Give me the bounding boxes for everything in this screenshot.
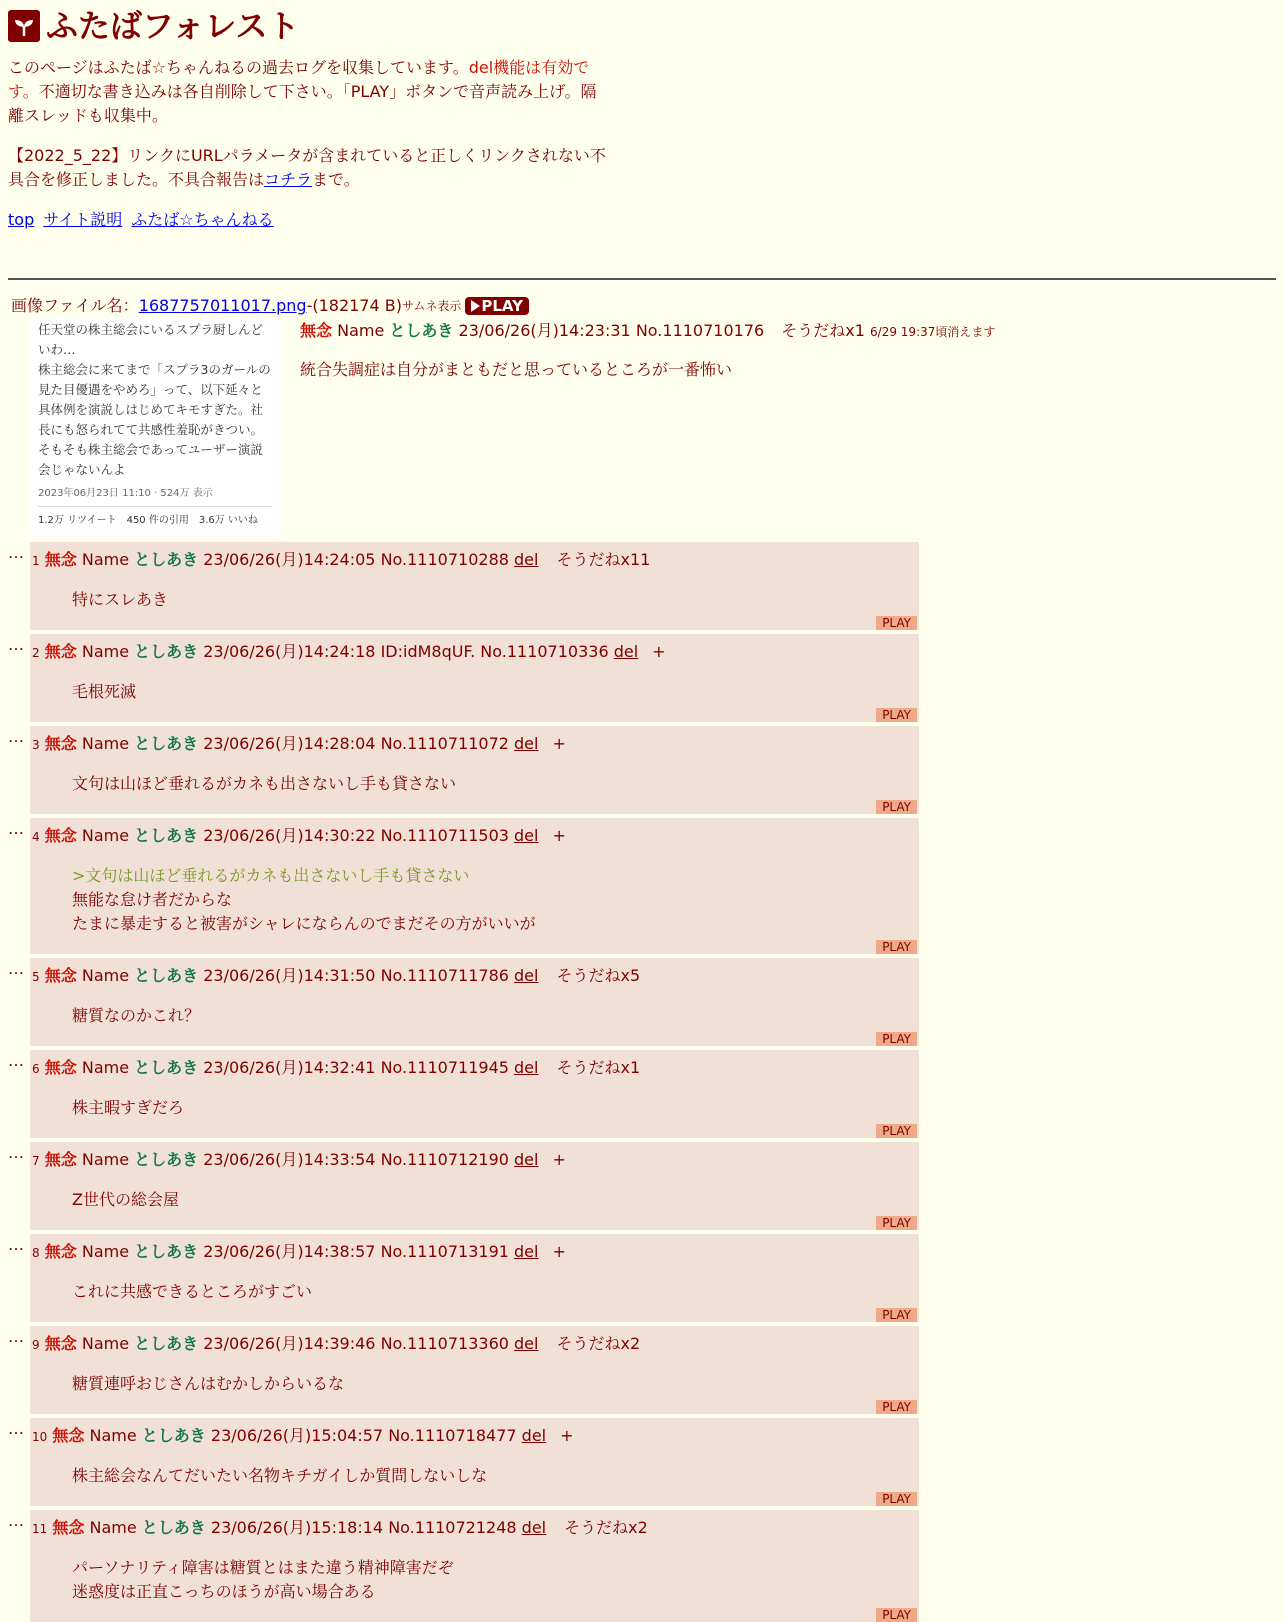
reply <box>30 634 919 722</box>
reply-menu-icon[interactable]: … <box>8 1511 24 1530</box>
nav-futaba-link[interactable]: ふたば☆ちゃんねる <box>131 210 274 229</box>
reply-post-number: No.1110710288 <box>380 550 509 569</box>
reply-header <box>32 732 919 757</box>
reply <box>30 1326 919 1414</box>
reply-date: 23/06/26(月)14:38:57 <box>203 1242 376 1261</box>
reply-header <box>32 1424 919 1449</box>
reply-date: 23/06/26(月)14:39:46 <box>203 1334 376 1353</box>
file-info <box>8 294 1276 318</box>
reply-date: 23/06/26(月)14:33:54 <box>203 1150 376 1169</box>
reply-date: 23/06/26(月)15:04:57 <box>210 1426 384 1445</box>
reply-play-button[interactable]: PLAY <box>876 1400 917 1414</box>
reply-post-number: No.1110713360 <box>380 1334 509 1353</box>
intro-text: このページはふたば☆ちゃんねるの過去ログを収集しています。 <box>8 58 469 77</box>
reply-name-label: Name <box>89 1426 137 1445</box>
reply-title: 無念 <box>44 1334 77 1353</box>
reply-menu-icon[interactable]: … <box>8 543 24 562</box>
sodane-button[interactable]: + <box>552 734 566 753</box>
op-play-button[interactable] <box>465 297 529 315</box>
reply-text <box>72 1464 919 1488</box>
reply-post-number: No.1110713191 <box>380 1242 509 1261</box>
reply-row <box>8 1510 1276 1622</box>
thumb-toggle[interactable]: サムネ表示 <box>401 299 462 313</box>
op-name: としあき <box>389 321 454 340</box>
reply-line: 特にスレあき <box>72 590 169 609</box>
reply-row <box>8 634 1276 722</box>
reply-number: 6 <box>32 1062 40 1076</box>
reply-line: パーソナリティ障害は糖質とはまた違う精神障害だぞ <box>72 1558 454 1577</box>
reply-header <box>32 1516 919 1541</box>
file-label: 画像ファイル名： <box>11 296 139 315</box>
reply-play-button[interactable]: PLAY <box>876 1032 917 1046</box>
nav-links <box>8 208 1276 232</box>
intro-text-2: 不適切な書き込みは各自削除して下さい。「PLAY」ボタンで音声読み上げ。隔離スレッドも収集中。 <box>8 82 597 125</box>
reply-number: 10 <box>32 1430 48 1444</box>
reply-line: 糖質なのかこれ？ <box>72 1006 201 1025</box>
reply-name-label: Name <box>81 826 130 845</box>
reply-text <box>72 1004 919 1028</box>
reply-row <box>8 542 1276 630</box>
op-name-label: Name <box>337 321 385 340</box>
reply <box>30 1510 919 1622</box>
reply-name: としあき <box>134 642 199 661</box>
sodane-button[interactable]: + <box>552 1150 566 1169</box>
reply-number: 2 <box>32 646 40 660</box>
site-header <box>8 4 1276 48</box>
reply-menu-icon[interactable]: … <box>8 727 24 746</box>
op-sodane[interactable]: そうだねx1 <box>781 321 865 340</box>
reply-name-label: Name <box>81 734 130 753</box>
reply-header <box>32 1332 919 1357</box>
reply-name-label: Name <box>81 1150 130 1169</box>
reply <box>30 1234 919 1322</box>
quote-line: >文句は山ほど垂れるがカネも出さないし手も貸さない <box>72 866 470 885</box>
reply-title: 無念 <box>44 1242 77 1261</box>
reply-row <box>8 1234 1276 1322</box>
reply-line: これに共感できるところがすごい <box>72 1282 313 1301</box>
reply-name-label: Name <box>81 966 130 985</box>
reply-menu-icon[interactable]: … <box>8 1235 24 1254</box>
reply-name: としあき <box>141 1518 206 1537</box>
reply-number: 7 <box>32 1154 40 1168</box>
reply-title: 無念 <box>52 1426 85 1445</box>
reply <box>30 958 919 1046</box>
reply-line: たまに暴走すると被害がシャレにならんのでまだその方がいいが <box>72 914 536 933</box>
reply-row <box>8 1050 1276 1138</box>
nav-about-link[interactable]: サイト説明 <box>43 210 123 229</box>
reply-name: としあき <box>141 1426 206 1445</box>
reply-name: としあき <box>134 734 199 753</box>
reply-post-number: No.1110711945 <box>380 1058 509 1077</box>
reply-play-button[interactable]: PLAY <box>876 940 917 954</box>
notice-text: 【2022_5_22】リンクにURLパラメータが含まれていると正しくリンクされない不具合を修正しました。不具合報告は <box>8 146 606 189</box>
reply-text <box>72 1096 919 1120</box>
reply-menu-icon[interactable]: … <box>8 1419 24 1438</box>
thumb-line-2: 株主総会に来てまで「スプラ3のガールの見た目優遇をやめろ」って、以下延々と具体例を演説しはじめてキモすぎた。社長にも怒られてて共感性羞恥がきつい。そもそも株主総会であってユーザー演説会じゃないんよ <box>38 362 271 477</box>
reply-name: としあき <box>134 1242 199 1261</box>
site-title: ふたばフォレスト <box>46 7 300 45</box>
reply-title: 無念 <box>52 1518 85 1537</box>
reply-post-number: No.1110711503 <box>380 826 509 845</box>
del-link[interactable]: del <box>514 1242 539 1261</box>
reply-name: としあき <box>134 1150 199 1169</box>
reply-title: 無念 <box>44 642 77 661</box>
sodane-button[interactable]: + <box>552 826 566 845</box>
reply-date: 23/06/26(月)14:24:05 <box>203 550 376 569</box>
reply-name-label: Name <box>81 1334 130 1353</box>
reply-post-number: No.1110710336 <box>480 642 609 661</box>
reply-text <box>72 680 919 704</box>
reply-line: 毛根死滅 <box>72 682 137 701</box>
site-intro <box>8 56 608 128</box>
reply-text <box>72 1280 919 1304</box>
reply-row <box>8 1418 1276 1506</box>
reply-line: 無能な怠け者だからな <box>72 890 233 909</box>
reply-number: 8 <box>32 1246 40 1260</box>
reply-play-button[interactable]: PLAY <box>876 800 917 814</box>
reply-menu-icon[interactable]: … <box>8 1327 24 1346</box>
update-notice <box>8 144 608 192</box>
reply-row <box>8 958 1276 1046</box>
notice-end: まで。 <box>312 170 360 189</box>
reply-text <box>72 772 919 796</box>
reply-line: 糖質連呼おじさんはむかしからいるな <box>72 1374 345 1393</box>
reply-text <box>72 864 919 936</box>
reply-row <box>8 1326 1276 1414</box>
reply-number: 5 <box>32 970 40 984</box>
reply-title: 無念 <box>44 1150 77 1169</box>
op-text: 統合失調症は自分がまともだと思っているところが一番怖い <box>300 360 733 379</box>
op-post <box>8 318 1276 538</box>
del-link[interactable]: del <box>514 826 539 845</box>
reply-line: 迷惑度は正直こっちのほうが高い場合ある <box>72 1582 376 1601</box>
reply-header <box>32 640 919 665</box>
reply-title: 無念 <box>44 550 77 569</box>
reply-row <box>8 726 1276 814</box>
op-date: 23/06/26(月)14:23:31 <box>458 321 631 340</box>
reply-menu-icon[interactable]: … <box>8 635 24 654</box>
file-size: -(182174 B) <box>306 296 402 315</box>
reply-post-number: No.1110712190 <box>380 1150 509 1169</box>
reply-date: 23/06/26(月)14:32:41 <box>203 1058 376 1077</box>
reply-play-button[interactable]: PLAY <box>876 1308 917 1322</box>
play-icon <box>469 299 481 313</box>
reply-name-label: Name <box>81 642 130 661</box>
reply-header <box>32 1056 919 1081</box>
reply-title: 無念 <box>44 826 77 845</box>
reply-header <box>32 964 919 989</box>
reply-post-number: No.1110721248 <box>388 1518 517 1537</box>
del-link[interactable]: del <box>514 734 539 753</box>
reply-play-button[interactable]: PLAY <box>876 708 917 722</box>
del-link[interactable]: del <box>514 1058 539 1077</box>
op-expire: 6/29 19:37頃消えます <box>870 325 996 339</box>
reply-text <box>72 1188 919 1212</box>
thumb-stats: 1.2万 リツイート 450 件の引用 3.6万 いいね <box>38 515 258 526</box>
sodane-button[interactable]: そうだねx2 <box>556 1334 641 1353</box>
reply-menu-icon[interactable]: … <box>8 1051 24 1070</box>
reply-play-button[interactable]: PLAY <box>876 616 917 630</box>
sodane-button[interactable]: + <box>552 1242 566 1261</box>
sodane-button[interactable]: そうだねx5 <box>556 966 641 985</box>
sodane-button[interactable]: そうだねx2 <box>564 1518 648 1537</box>
reply-date: 23/06/26(月)15:18:14 <box>210 1518 384 1537</box>
sodane-button[interactable]: + <box>560 1426 574 1445</box>
reply-date: 23/06/26(月)14:28:04 <box>203 734 376 753</box>
op-thumbnail[interactable] <box>30 318 280 538</box>
reply <box>30 1050 919 1138</box>
reply-name: としあき <box>134 1058 199 1077</box>
reply-line: 株主暇すぎだろ <box>72 1098 185 1117</box>
reply-play-button[interactable]: PLAY <box>876 1124 917 1138</box>
reply-name-label: Name <box>81 550 130 569</box>
reply-title: 無念 <box>44 734 77 753</box>
reply-name-label: Name <box>81 1242 130 1261</box>
del-link[interactable]: del <box>613 642 639 661</box>
reply <box>30 818 919 954</box>
reply-number: 3 <box>32 738 40 752</box>
reply-row <box>8 818 1276 954</box>
op-title: 無念 <box>300 321 333 340</box>
reply-play-button[interactable]: PLAY <box>876 1492 917 1506</box>
sodane-button[interactable]: + <box>652 642 666 661</box>
reply-row <box>8 1142 1276 1230</box>
reply-menu-icon[interactable]: … <box>8 1143 24 1162</box>
op-header <box>300 319 995 344</box>
nav-top-link[interactable]: top <box>8 210 35 229</box>
reply-name: としあき <box>134 966 199 985</box>
reply <box>30 1142 919 1230</box>
reply-text <box>72 1372 919 1396</box>
reply-title: 無念 <box>44 1058 77 1077</box>
sprout-logo-icon <box>8 10 40 42</box>
op-play-label: PLAY <box>481 297 523 315</box>
bug-report-link[interactable]: コチラ <box>264 170 313 189</box>
reply-number: 4 <box>32 830 40 844</box>
op-number: No.1110710176 <box>635 321 765 340</box>
reply-number: 9 <box>32 1338 40 1352</box>
reply <box>30 726 919 814</box>
reply-line: Z世代の総会屋 <box>72 1190 179 1209</box>
reply-name-label: Name <box>89 1518 137 1537</box>
del-link[interactable]: del <box>514 1334 539 1353</box>
file-name-link[interactable]: 1687757011017.png <box>138 296 307 315</box>
del-link[interactable]: del <box>521 1426 547 1445</box>
divider <box>8 278 1276 280</box>
intro-del-notice: del機能は有効です。 <box>8 58 590 101</box>
reply-text <box>72 588 919 612</box>
del-link[interactable]: del <box>514 550 539 569</box>
reply-date: 23/06/26(月)14:31:50 <box>203 966 376 985</box>
reply-name: としあき <box>134 826 199 845</box>
reply-title: 無念 <box>44 966 77 985</box>
reply-play-button[interactable]: PLAY <box>876 1608 917 1622</box>
reply-post-number: No.1110718477 <box>388 1426 517 1445</box>
del-link[interactable]: del <box>514 966 539 985</box>
reply-post-number: No.1110711072 <box>380 734 509 753</box>
reply-name-label: Name <box>81 1058 130 1077</box>
reply-name: としあき <box>134 1334 199 1353</box>
reply-line: 文句は山ほど垂れるがカネも出さないし手も貸さない <box>72 774 457 793</box>
reply-header <box>32 1148 919 1173</box>
reply-number: 11 <box>32 1522 48 1536</box>
reply-list <box>8 542 1276 1622</box>
reply-date: 23/06/26(月)14:30:22 <box>203 826 376 845</box>
thumb-line-1: 任天堂の株主総会にいるスプラ厨しんどいわ… <box>38 322 264 357</box>
reply-number: 1 <box>32 554 40 568</box>
reply-header <box>32 548 919 573</box>
sodane-button[interactable]: そうだねx11 <box>556 550 651 569</box>
del-link[interactable]: del <box>521 1518 547 1537</box>
reply-text <box>72 1556 919 1604</box>
reply <box>30 542 919 630</box>
reply-menu-icon[interactable]: … <box>8 819 24 838</box>
sodane-button[interactable]: そうだねx1 <box>556 1058 641 1077</box>
reply-line: 株主総会なんてだいたい名物キチガイしか質問しないしな <box>72 1466 488 1485</box>
reply-header <box>32 1240 919 1265</box>
reply-header <box>32 824 919 849</box>
op-body <box>300 318 995 538</box>
reply-id: ID:idM8qUF. <box>380 642 476 661</box>
reply-name: としあき <box>134 550 199 569</box>
reply-menu-icon[interactable]: … <box>8 959 24 978</box>
thumb-meta: 2023年06月23日 11:10 · 524万 表示 <box>38 484 272 507</box>
reply-post-number: No.1110711786 <box>380 966 509 985</box>
reply-play-button[interactable]: PLAY <box>876 1216 917 1230</box>
reply <box>30 1418 919 1506</box>
reply-date: 23/06/26(月)14:24:18 <box>203 642 376 661</box>
del-link[interactable]: del <box>514 1150 539 1169</box>
